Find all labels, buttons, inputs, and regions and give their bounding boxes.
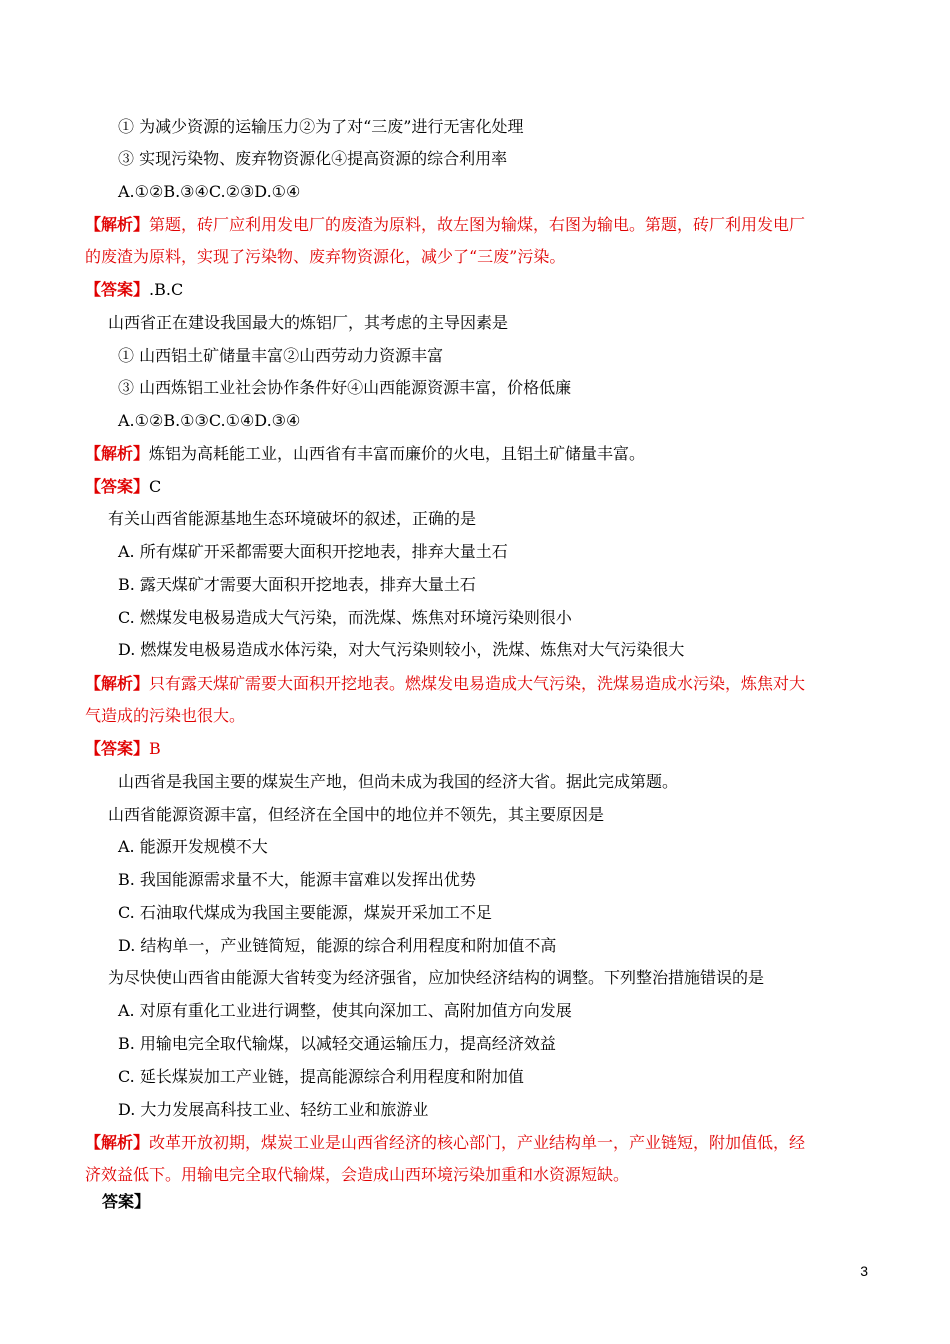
question-stem: 山西省正在建设我国最大的炼铝厂，其考虑的主导因素是 — [108, 313, 509, 332]
analysis-label: 【解析】 — [85, 674, 150, 693]
answer-label: 【答案】 — [85, 477, 150, 496]
answer-text: .B.C — [149, 280, 184, 299]
analysis-text: 炼铝为高耗能工业，山西省有丰富而廉价的火电，且铝土矿储量丰富。 — [149, 444, 646, 463]
page-number: 3 — [860, 1263, 868, 1279]
option-d: D. 燃煤发电极易造成水体污染，对大气污染则较小，洗煤、炼焦对大气污染很大 — [118, 640, 685, 659]
analysis-text: 第题，砖厂应利用发电厂的废渣为原料，故左图为输煤，右图为输电。第题，砖厂利用发电厂 — [149, 215, 806, 234]
analysis-line — [85, 673, 805, 695]
question-stem: 山西省能源资源丰富，但经济在全国中的地位并不领先，其主要原因是 — [108, 805, 605, 824]
answer-fragment: 答案】 — [102, 1192, 151, 1211]
choices-line: A.①②B.③④C.②③D.①④ — [118, 182, 301, 201]
analysis-label: 【解析】 — [85, 1133, 150, 1152]
option-line-2: ③ 山西炼铝工业社会协作条件好④山西能源资源丰富，价格低廉 — [118, 378, 572, 397]
answer-label: 【答案】 — [85, 739, 150, 758]
answer-label: 【答案】 — [85, 280, 150, 299]
option-line-1: ① 山西铝土矿储量丰富②山西劳动力资源丰富 — [118, 346, 444, 365]
option-d: D. 结构单一，产业链简短，能源的综合利用程度和附加值不高 — [118, 936, 557, 955]
passage-intro: 山西省是我国主要的煤炭生产地，但尚未成为我国的经济大省。据此完成第题。 — [118, 772, 679, 791]
analysis-line — [85, 214, 805, 236]
answer-text: C — [149, 477, 162, 496]
analysis-line — [85, 443, 645, 465]
analysis-text: 只有露天煤矿需要大面积开挖地表。燃煤发电易造成大气污染，洗煤易造成水污染，炼焦对大 — [149, 674, 806, 693]
option-b: B. 露天煤矿才需要大面积开挖地表，排弃大量土石 — [118, 575, 476, 594]
analysis-label: 【解析】 — [85, 215, 150, 234]
answer-line — [85, 476, 161, 498]
question-stem: 为尽快使山西省由能源大省转变为经济强省，应加快经济结构的调整。下列整治措施错误的是 — [108, 968, 765, 987]
analysis-label: 【解析】 — [85, 444, 150, 463]
analysis-continuation: 的废渣为原料，实现了污染物、废弃物资源化，减少了“三废”污染。 — [85, 247, 566, 266]
option-b: B. 用输电完全取代输煤，以减轻交通运输压力，提高经济效益 — [118, 1034, 556, 1053]
option-a: A. 对原有重化工业进行调整，使其向深加工、高附加值方向发展 — [118, 1001, 572, 1020]
answer-text: B — [149, 739, 161, 758]
option-a: A. 能源开发规模不大 — [118, 837, 268, 856]
option-d: D. 大力发展高科技工业、轻纺工业和旅游业 — [118, 1100, 429, 1119]
analysis-line — [85, 1132, 805, 1154]
answer-line — [85, 738, 161, 760]
answer-line — [85, 279, 183, 301]
option-c: C. 延长煤炭加工产业链，提高能源综合利用程度和附加值 — [118, 1067, 524, 1086]
option-b: B. 我国能源需求量不大，能源丰富难以发挥出优势 — [118, 870, 476, 889]
option-c: C. 燃煤发电极易造成大气污染，而洗煤、炼焦对环境污染则很小 — [118, 608, 572, 627]
option-line-1: ① 为减少资源的运输压力②为了对“三废”进行无害化处理 — [118, 117, 524, 136]
analysis-text: 改革开放初期，煤炭工业是山西省经济的核心部门，产业结构单一，产业链短，附加值低，经 — [149, 1133, 806, 1152]
analysis-continuation: 济效益低下。用输电完全取代输煤，会造成山西环境污染加重和水资源短缺。 — [85, 1165, 630, 1184]
option-c: C. 石油取代煤成为我国主要能源，煤炭开采加工不足 — [118, 903, 492, 922]
analysis-continuation: 气造成的污染也很大。 — [85, 706, 246, 725]
choices-line: A.①②B.①③C.①④D.③④ — [118, 411, 301, 430]
option-a: A. 所有煤矿开采都需要大面积开挖地表，排弃大量土石 — [118, 542, 508, 561]
question-stem: 有关山西省能源基地生态环境破坏的叙述，正确的是 — [108, 509, 477, 528]
option-line-2: ③ 实现污染物、废弃物资源化④提高资源的综合利用率 — [118, 149, 508, 168]
